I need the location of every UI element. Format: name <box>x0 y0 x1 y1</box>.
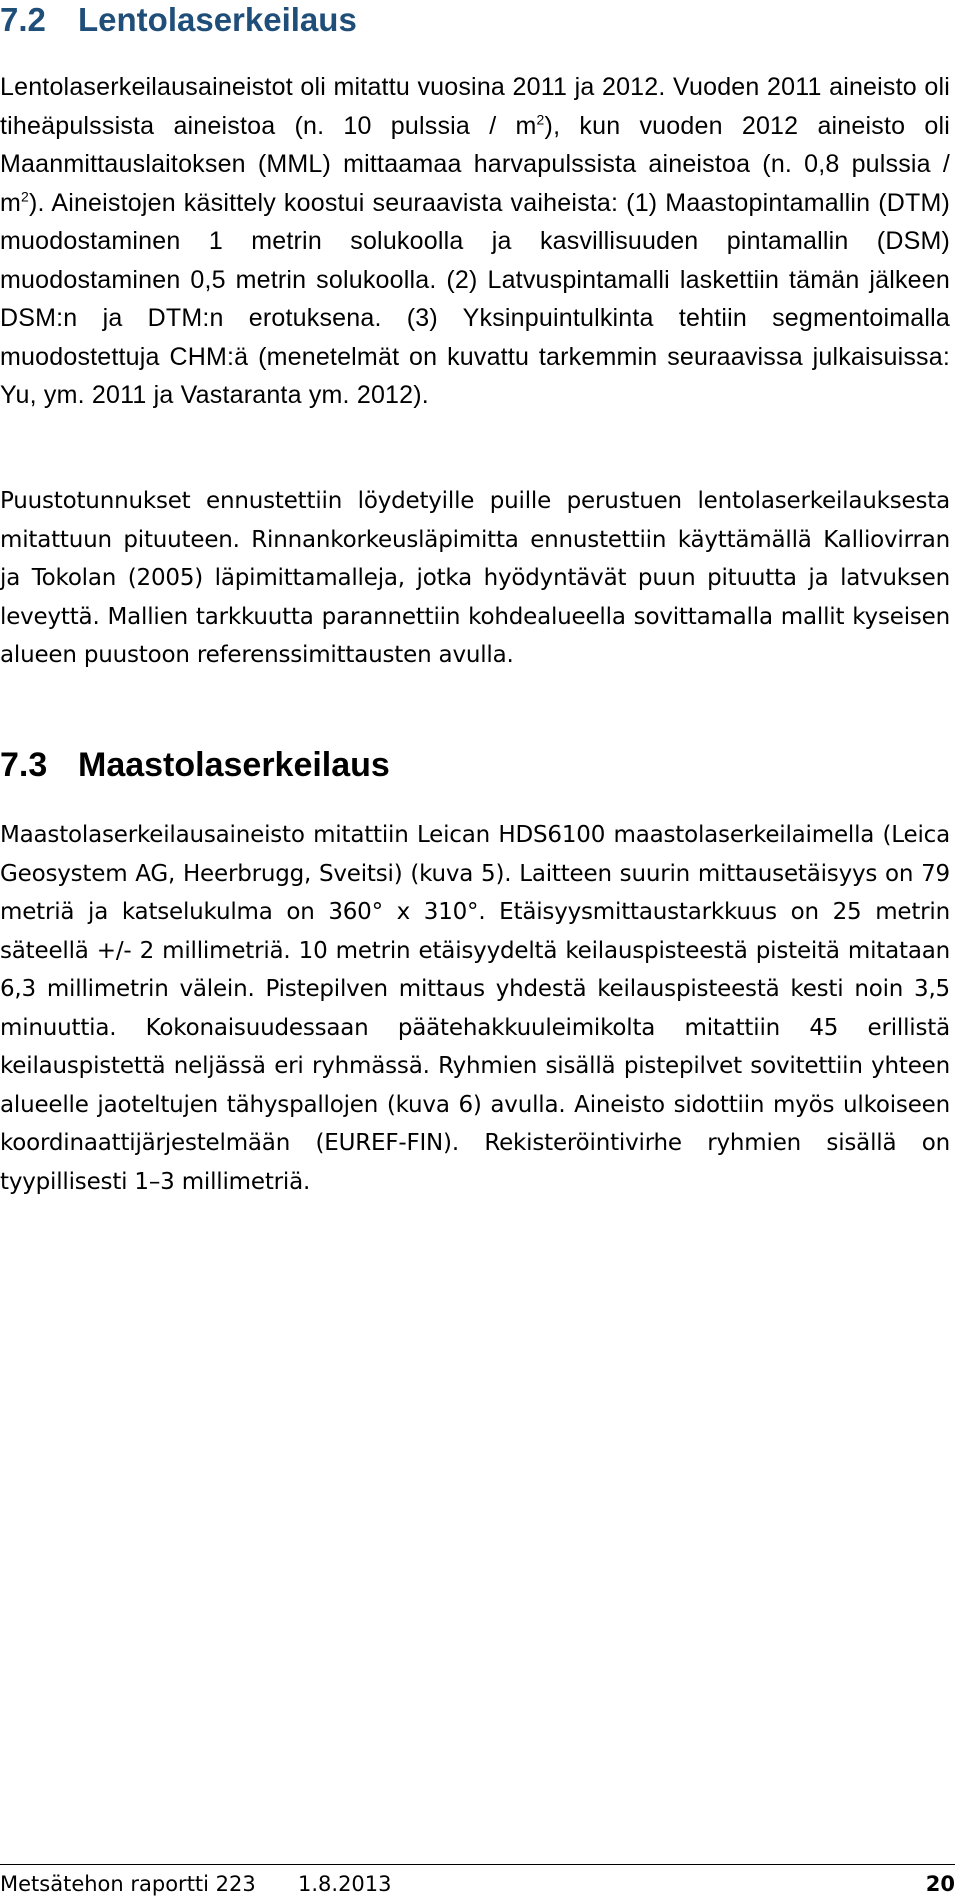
page-footer <box>0 1870 955 1898</box>
paragraph-text: ). Aineistojen käsittely koostui seuraavista vaiheista: (1) Maastopintamallin (DTM) muodostaminen 1 metrin solukoolla ja kasvillisuuden pintamallin (DSM) muodostaminen 0,5 metrin solukoolla. (2) Latvuspintamalli laskettiin tämän jälkeen DSM:n ja DTM:n erotuksena. (3) Yksinpuintulkinta tehtiin segmentoimalla muodostettuja CHM:ä (menetelmät on kuvattu tarkemmin seuraavissa julkaisuissa: Yu, ym. 2011 ja Vastaranta ym. 2012). <box>0 188 950 409</box>
paragraph-text: ), kun vuoden 2012 aineisto oli Maanmittauslaitoksen (MML) mittaamaa harvapulssista aineistoa (n. 0,8 pulssia / m <box>0 111 950 217</box>
superscript: 2 <box>21 188 30 205</box>
section-number: 7.3 <box>0 746 48 784</box>
section-title: Lentolaserkeilaus <box>78 1 357 38</box>
section-heading-7-2 <box>0 0 357 40</box>
section-number: 7.2 <box>0 1 46 38</box>
paragraph-text: Lentolaserkeilausaineistot oli mitattu vuosina 2011 ja 2012. Vuoden 2011 aineisto oli tiheäpulssista aineistoa (n. 10 pulssia / m <box>0 73 950 140</box>
section-title: Maastolaserkeilaus <box>78 746 390 784</box>
paragraph-lentolaserkeilaus-1 <box>0 68 950 415</box>
footer-report-title: Metsätehon raportti 223 <box>0 1872 256 1896</box>
section-heading-7-3 <box>0 745 390 785</box>
paragraph-maastolaserkeilaus: Maastolaserkeilausaineisto mitattiin Leican HDS6100 maastolaserkeilaimella (Leica Geosystem AG, Heerbrugg, Sveitsi) (kuva 5). Laitteen suurin mittausetäisyys on 79 metriä ja katselukulma on 360° x 310°. Etäisyysmittaustarkkuus on 25 metrin säteellä +/- 2 millimetriä. 10 metrin etäisyydeltä keilauspisteestä pisteitä mitataan 6,3 millimetrin välein. Pistepilven mittaus yhdestä keilauspisteestä kesti noin 3,5 minuuttia. Kokonaisuudessaan päätehakkuuleimikolta mitattiin 45 erillistä keilauspistettä neljässä eri ryhmässä. Ryhmien sisällä pistepilvet sovitettiin yhteen alueelle jaoteltujen tähyspallojen (kuva 6) avulla. Aineisto sidottiin myös ulkoiseen koordinaattijärjestelmään (EUREF-FIN). Rekisteröintivirhe ryhmien sisällä on tyypillisesti 1–3 millimetriä. <box>0 822 950 1195</box>
paragraph-lentolaserkeilaus-2: Puustotunnukset ennustettiin löydetyille puille perustuen lentolaserkeilauksesta mitattuun pituuteen. Rinnankorkeusläpimitta ennustettiin käyttämällä Kalliovirran ja Tokolan (2005) läpimittamalleja, jotka hyödyntävät puun pituutta ja latvuksen leveyttä. Mallien tarkkuutta parannettiin kohdealueella sovittamalla mallit kyseisen alueen puustoon referenssimittausten avulla. <box>0 488 950 668</box>
page-number: 20 <box>925 1872 955 1896</box>
superscript: 2 <box>536 111 545 128</box>
footer-date: 1.8.2013 <box>298 1872 392 1896</box>
footer-divider <box>0 1864 955 1865</box>
